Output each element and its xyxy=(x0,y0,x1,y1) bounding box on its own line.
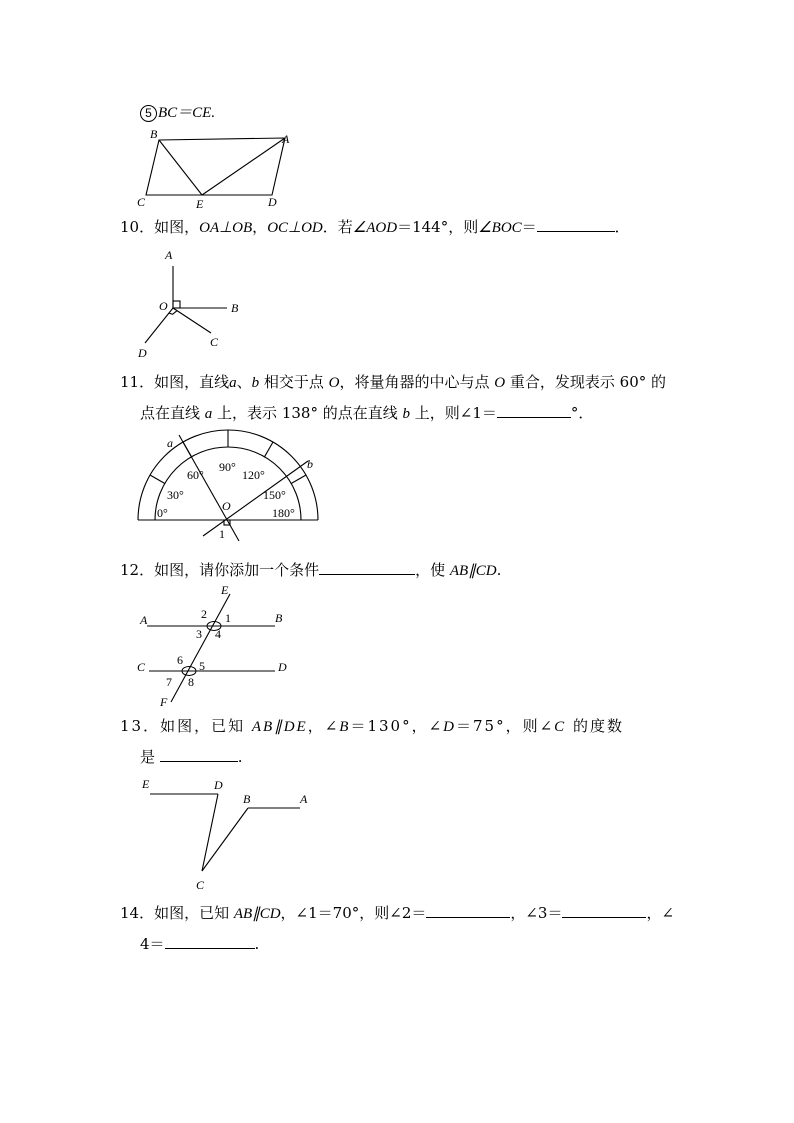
label-c: C xyxy=(137,195,146,209)
tick-150 xyxy=(291,475,306,484)
label-b: B xyxy=(275,611,283,625)
degree-60: 60° xyxy=(187,468,204,482)
circled-number-marker: 5 xyxy=(140,105,157,122)
q11-var: a xyxy=(229,375,237,391)
q11-text: 、 xyxy=(236,373,252,391)
angle-3: 3 xyxy=(196,627,202,641)
q13-answer-blank[interactable] xyxy=(160,747,238,762)
label-d: D xyxy=(278,660,287,674)
q14-text: 如图，已知 xyxy=(154,904,234,922)
angle-6: 6 xyxy=(177,653,183,667)
degree-150: 150° xyxy=(263,488,286,502)
q11-var: a xyxy=(204,406,213,422)
q10-text: ． xyxy=(614,218,630,236)
label-b: B xyxy=(243,792,251,806)
question-11-line-1 xyxy=(120,372,666,393)
label-d: D xyxy=(268,195,277,209)
q10-text: ＝ xyxy=(521,218,537,236)
q10-text: ， xyxy=(252,218,268,236)
q13-var: D xyxy=(443,719,456,735)
q11-var: O xyxy=(494,375,506,391)
q10-expr-angle-boc: ∠BOC xyxy=(478,220,522,236)
parallelogram-bcda xyxy=(146,138,285,195)
figure-perpendicular-rays xyxy=(135,248,245,358)
label-e: E xyxy=(142,777,150,791)
label-c: C xyxy=(210,335,219,349)
q13-number: 13． xyxy=(120,717,161,735)
degree-90: 90° xyxy=(219,460,236,474)
q13-expr-ab-parallel-de: AB∥DE xyxy=(251,719,308,735)
figure-parallel-transversal xyxy=(135,582,295,707)
q13-text: . xyxy=(237,748,243,766)
degree-0: 0° xyxy=(157,506,168,520)
angle-8: 8 xyxy=(188,675,194,689)
q11-answer-blank[interactable] xyxy=(497,403,571,418)
q10-text: ．若 xyxy=(322,218,353,236)
segment-be xyxy=(159,140,202,195)
degree-120: 120° xyxy=(242,468,265,482)
q11-var: b xyxy=(251,375,260,391)
q11-var: b xyxy=(402,406,410,422)
q13-var: B xyxy=(339,719,351,735)
q11-text: 上，则∠1＝ xyxy=(410,404,497,422)
q11-var: O xyxy=(328,375,340,391)
right-angle-mark-aob xyxy=(173,301,180,308)
label-e: E xyxy=(221,583,229,597)
question-14-line-2 xyxy=(140,934,259,954)
label-f: F xyxy=(160,695,168,709)
q14-answer-blank-3[interactable] xyxy=(562,903,646,918)
q13-var: C xyxy=(554,719,567,735)
q13-text: 是 xyxy=(140,748,156,766)
q13-text: ＝75°，则∠ xyxy=(456,717,555,735)
q11-text: 相交于点 xyxy=(259,373,329,391)
q10-expr-angle-aod: ∠AOD xyxy=(352,220,398,236)
question-13-line-2 xyxy=(140,747,243,767)
label-b: b xyxy=(307,457,313,471)
degree-180: 180° xyxy=(272,506,295,520)
angle-5: 5 xyxy=(199,659,205,673)
question-13-line-1 xyxy=(120,716,624,737)
label-c: C xyxy=(137,660,146,674)
figure-protractor xyxy=(133,433,323,545)
q14-answer-blank-2[interactable] xyxy=(426,903,510,918)
angle-7: 7 xyxy=(166,675,172,689)
label-a: a xyxy=(167,436,173,450)
degree-30: 30° xyxy=(167,488,184,502)
question-12 xyxy=(120,560,501,581)
label-a: A xyxy=(300,792,308,806)
q14-text: ，∠1＝70°，则∠2＝ xyxy=(280,904,427,922)
q12-text: . xyxy=(496,561,502,579)
q13-text: 如图，已知 xyxy=(160,717,252,735)
segment-ae xyxy=(202,138,285,195)
q14-number: 14． xyxy=(120,904,155,922)
q11-text: 上，表示 138° 的点在直线 xyxy=(212,404,403,422)
question-14-line-1 xyxy=(120,903,674,924)
q12-answer-blank[interactable] xyxy=(319,560,415,575)
figure-zigzag xyxy=(138,775,318,895)
q11-text: 如图，直线 xyxy=(154,373,230,391)
q12-expr-ab-parallel-cd: AB∥CD xyxy=(449,563,497,579)
tick-30 xyxy=(150,475,165,484)
q14-text: . xyxy=(254,935,260,953)
label-d: D xyxy=(138,346,147,360)
q13-text: ，∠ xyxy=(307,717,340,735)
q10-expr-oa-perp-ob: OA⊥OB xyxy=(199,220,253,236)
q10-text: ＝144°，则 xyxy=(397,218,479,236)
q14-text: ，∠3＝ xyxy=(510,904,563,922)
angle-1: 1 xyxy=(225,611,231,625)
item5-line xyxy=(140,102,215,123)
label-b: B xyxy=(150,127,158,141)
q14-answer-blank-4[interactable] xyxy=(165,934,255,949)
label-a: A xyxy=(282,132,290,146)
label-angle-1: 1 xyxy=(219,527,225,541)
question-10 xyxy=(120,217,630,238)
label-d: D xyxy=(214,778,223,792)
q11-text: °． xyxy=(570,404,594,422)
label-b: B xyxy=(231,301,239,315)
q10-answer-blank[interactable] xyxy=(537,217,615,232)
q12-text: ，使 xyxy=(415,561,450,579)
q14-text: ，∠ xyxy=(646,904,675,922)
q11-text: ，将量角器的中心与点 xyxy=(339,373,495,391)
label-a: A xyxy=(140,613,148,627)
label-o: O xyxy=(222,499,231,513)
ray-oc xyxy=(173,308,211,333)
question-11-line-2 xyxy=(140,403,593,424)
q10-text: 如图， xyxy=(154,218,200,236)
q13-text: 的度数 xyxy=(566,717,624,735)
figure-parallelogram xyxy=(135,126,305,211)
q10-number: 10． xyxy=(120,218,155,236)
q12-number: 12． xyxy=(120,561,155,579)
label-a: A xyxy=(165,248,173,262)
q11-number: 11． xyxy=(120,373,155,391)
angle-2: 2 xyxy=(201,607,207,621)
q11-text: 点在直线 xyxy=(140,404,205,422)
item5-expression: BC＝CE. xyxy=(158,105,216,121)
q14-text: 4＝ xyxy=(140,935,165,953)
q13-text: ＝130°，∠ xyxy=(350,717,444,735)
q11-text: 重合，发现表示 60° 的 xyxy=(505,373,667,391)
q10-expr-oc-perp-od: OC⊥OD xyxy=(267,220,323,236)
tick-120 xyxy=(265,442,274,457)
label-c: C xyxy=(196,878,205,892)
angle-4: 4 xyxy=(215,627,221,641)
q14-expr-ab-parallel-cd: AB∥CD xyxy=(233,906,281,922)
label-e: E xyxy=(196,197,204,211)
q12-text: 如图，请你添加一个条件 xyxy=(154,561,320,579)
label-o: O xyxy=(159,299,168,313)
